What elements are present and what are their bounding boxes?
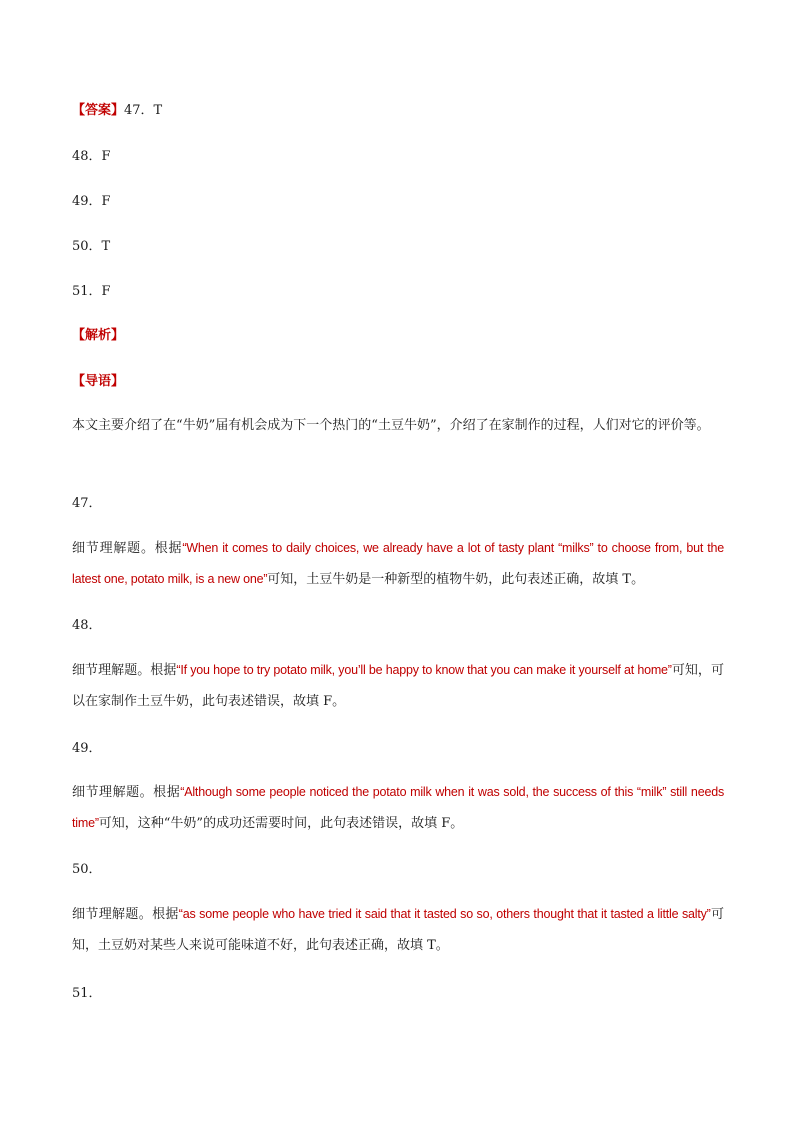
item-48-quote: “If you hope to try potato milk, you’ll be happy to know that you can make it yourself at home” [176,663,672,677]
item-50-prefix: 细节理解题。根据 [72,907,179,922]
answer-label: 【答案】 [72,103,125,118]
item-49-number: 49． [72,741,102,756]
guide-heading: 【导语】 [72,374,125,389]
item-47-suffix: 可知，土豆牛奶是一种新型的植物牛奶，此句表述正确，故填 T。 [267,572,645,587]
item-47-prefix: 细节理解题。根据 [72,541,183,556]
item-51-number: 51． [72,986,102,1001]
item-48-suffix: 可知，可以在家制作土豆牛奶，此句表述错误，故填 F。 [72,663,724,709]
answer-50: 50．T [72,239,111,254]
guide-text: 本文主要介绍了在“牛奶”届有机会成为下一个热门的“土豆牛奶”，介绍了在家制作的过程，人们对它的评价等。 [72,418,710,433]
item-49-quote: “Although some people noticed the potato milk when it was sold, the success of this “milk” still needs time” [72,785,724,830]
item-49-explanation [72,777,724,839]
item-48-number: 48． [72,618,102,633]
item-49-suffix: 可知，这种“牛奶”的成功还需要时间，此句表述错误，故填 F。 [98,816,464,831]
answer-49: 49．F [72,194,111,209]
item-47-explanation [72,533,724,595]
item-50-suffix: 可知，土豆奶对某些人来说可能味道不好，此句表述正确，故填 T。 [72,907,724,953]
analysis-heading: 【解析】 [72,328,125,343]
answer-first: 47．T [124,103,163,118]
item-50-number: 50． [72,862,102,877]
answer-51: 51．F [72,284,111,299]
item-47-number: 47． [72,496,102,511]
item-48-explanation [72,655,724,717]
item-47-quote: “When it comes to daily choices, we already have a lot of tasty plant “milks” to choose from, but the latest one, potato milk, is a new one” [72,541,724,586]
item-49-prefix: 细节理解题。根据 [72,785,181,800]
item-50-quote: “as some people who have tried it said that it tasted so so, others thought that it tasted a little salty” [178,907,711,921]
item-50-explanation [72,899,724,961]
answer-48: 48．F [72,149,111,164]
item-48-prefix: 细节理解题。根据 [72,663,177,678]
answer-line [72,103,162,119]
